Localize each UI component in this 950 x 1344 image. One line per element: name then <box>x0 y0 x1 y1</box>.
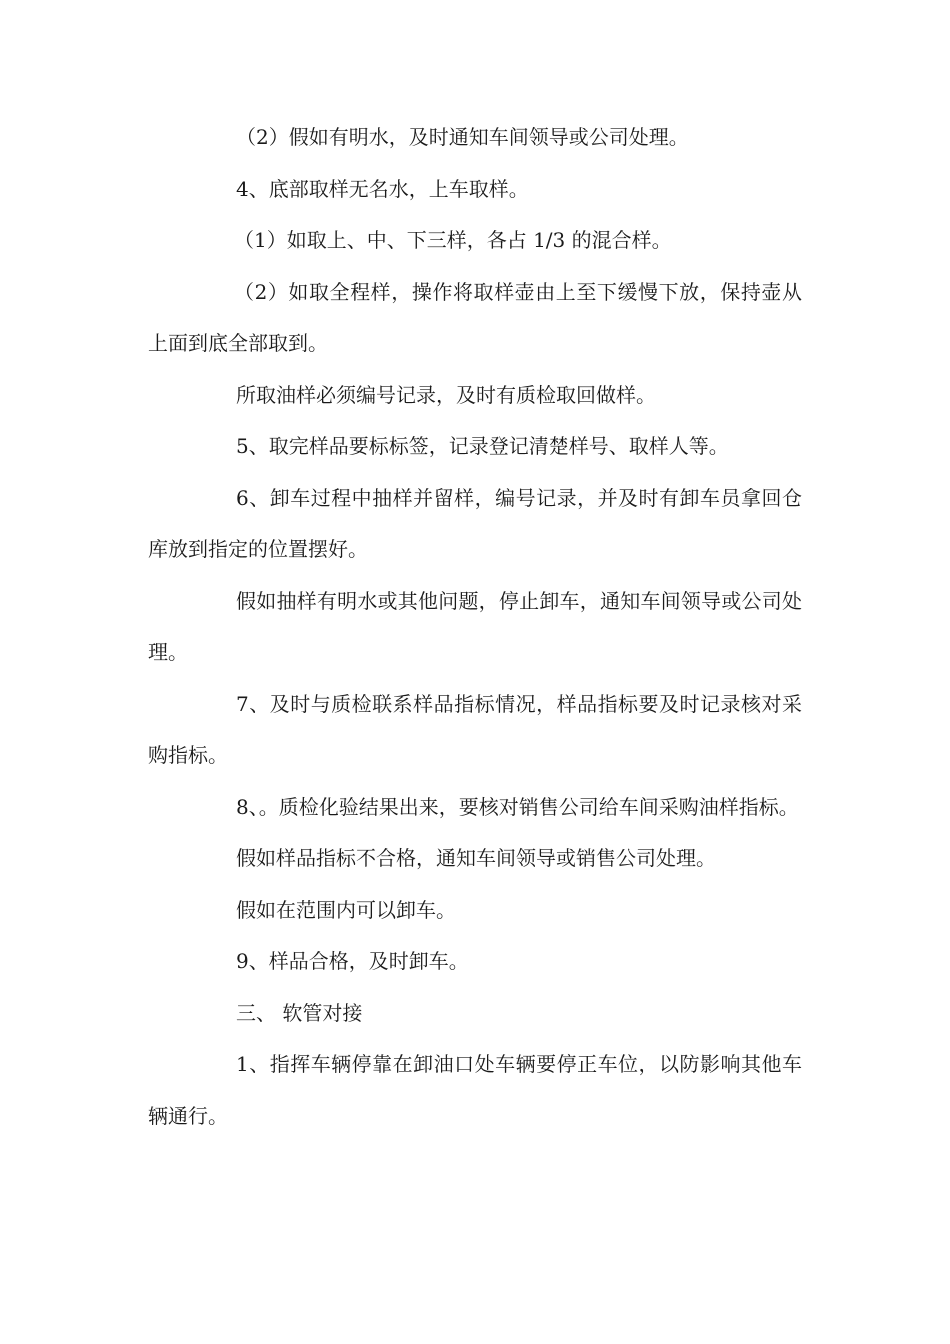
section-heading-hose-docking: 三、 软管对接 <box>236 1000 363 1025</box>
paragraph-three-sample: （1）如取上、中、下三样，各占 1/3 的混合样。 <box>234 228 672 252</box>
paragraph-unqualified: 假如样品指标不合格，通知车间领导或销售公司处理。 <box>236 846 716 870</box>
document-body <box>148 112 802 1142</box>
paragraph-qualified: 9、样品合格，及时卸车。 <box>236 949 469 973</box>
paragraph-water-notice: （2）假如有明水，及时通知车间领导或公司处理。 <box>236 125 689 149</box>
paragraph-unloading-sampling: 6、卸车过程中抽样并留样，编号记录，并及时有卸车员拿回仓库放到指定的位置摆好。 <box>148 485 802 561</box>
paragraph-vehicle-parking: 1、指挥车辆停靠在卸油口处车辆要停正车位，以防影响其他车辆通行。 <box>148 1052 802 1128</box>
paragraph-qc-results: 8、。质检化验结果出来，要核对销售公司给车间采购油样指标。 <box>236 794 799 819</box>
paragraph-full-sample: （2）如取全程样，操作将取样壶由上至下缓慢下放，保持壶从上面到底全部取到。 <box>148 279 802 355</box>
paragraph-stop-unloading: 假如抽样有明水或其他问题，停止卸车，通知车间领导或公司处理。 <box>148 588 802 664</box>
paragraph-in-range: 假如在范围内可以卸车。 <box>236 897 456 922</box>
paragraph-bottom-sampling: 4、底部取样无名水，上车取样。 <box>236 176 529 201</box>
paragraph-qc-contact: 7、及时与质检联系样品指标情况，样品指标要及时记录核对采购指标。 <box>148 691 802 767</box>
paragraph-sample-label: 5、取完样品要标标签，记录登记清楚样号、取样人等。 <box>236 434 729 458</box>
paragraph-sample-record: 所取油样必须编号记录，及时有质检取回做样。 <box>236 382 656 407</box>
